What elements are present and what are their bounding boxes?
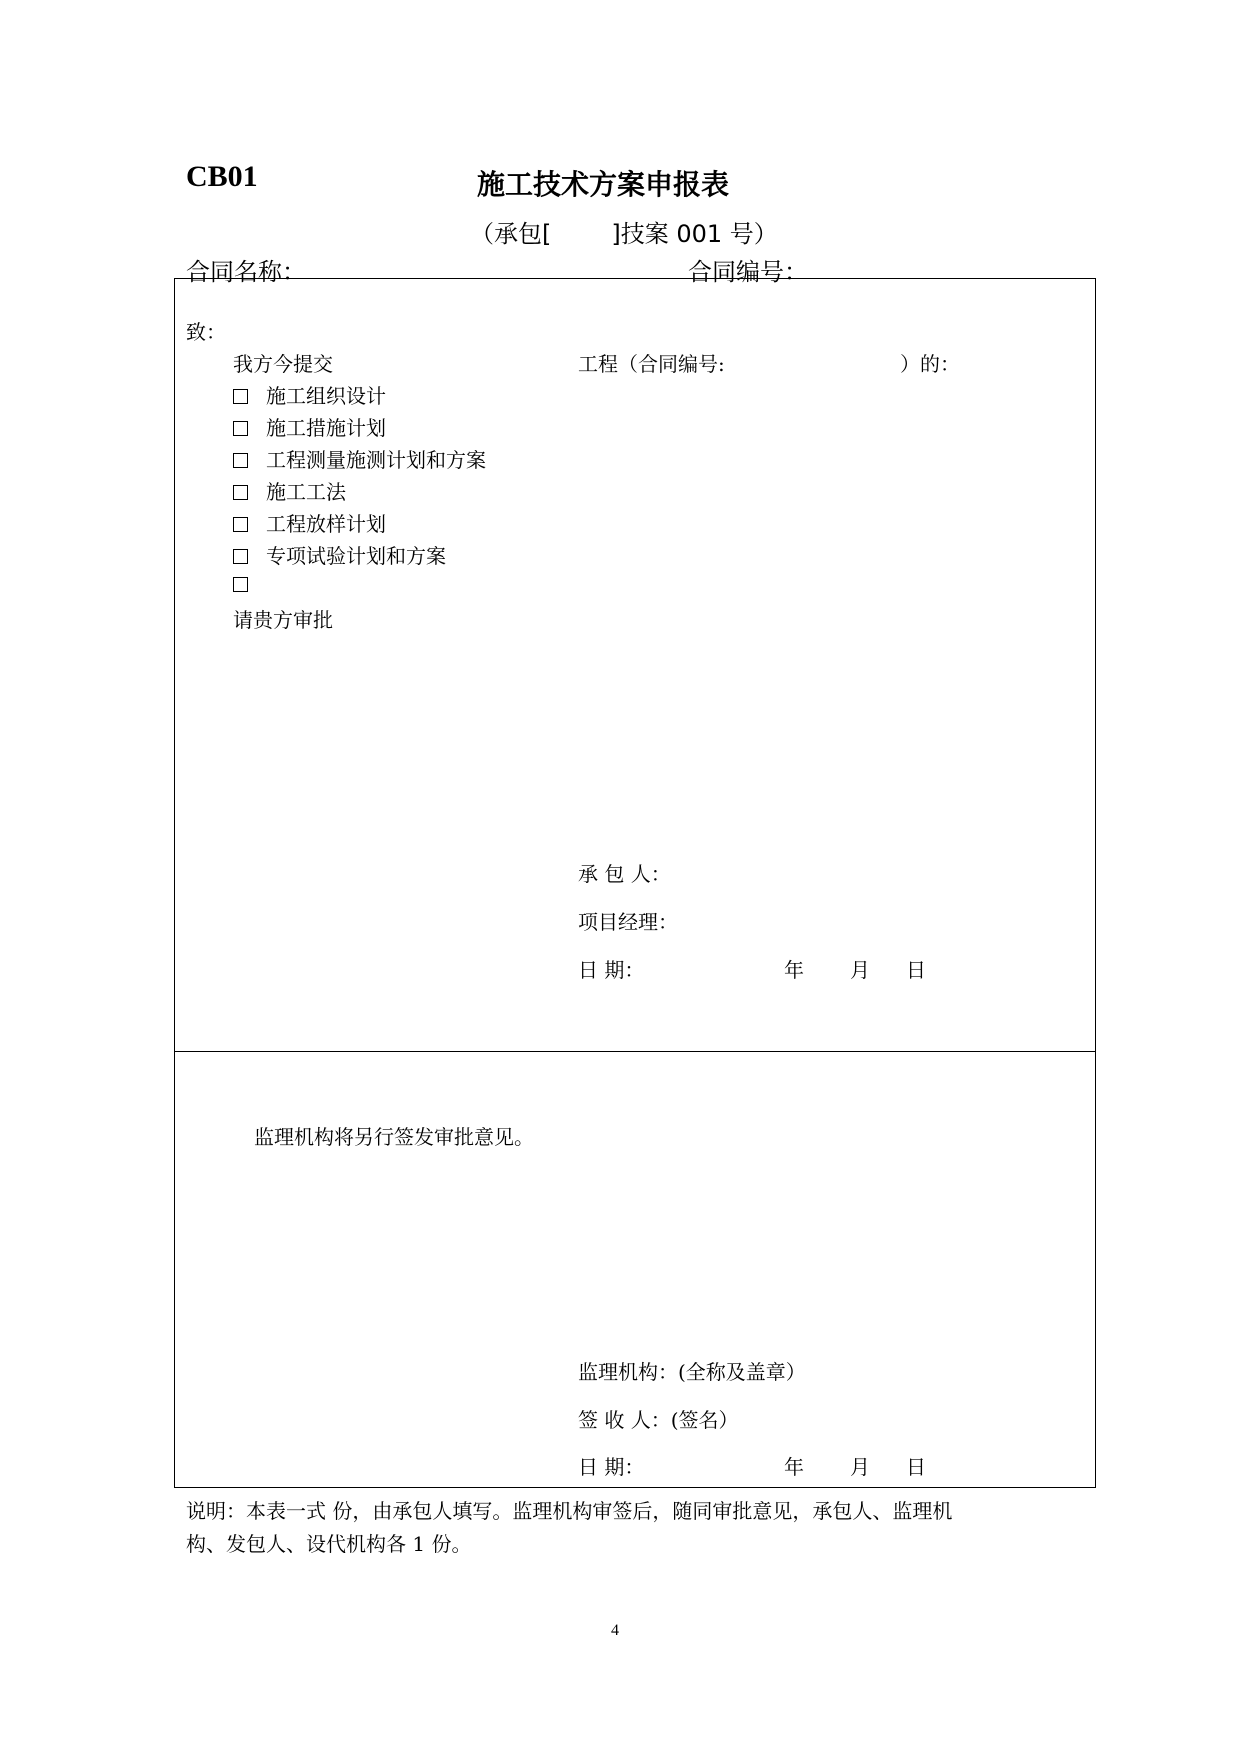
option-item[interactable]: [233, 412, 386, 441]
option-item[interactable]: [233, 380, 386, 409]
date-label: 日 期：: [578, 1455, 645, 1479]
option-label: 施工措施计划: [266, 416, 386, 440]
opinion-text: 监理机构将另行签发审批意见。: [254, 1125, 534, 1149]
page-title: 施工技术方案申报表: [477, 168, 730, 201]
checkbox[interactable]: [233, 517, 248, 532]
month-label: 月: [850, 1455, 870, 1479]
day-label: 日: [906, 958, 926, 982]
option-item-blank[interactable]: [233, 572, 266, 596]
option-label: 专项试验计划和方案: [266, 544, 446, 568]
option-item[interactable]: [233, 540, 446, 569]
checkbox[interactable]: [233, 549, 248, 564]
contract-name-label: 合同名称：: [186, 258, 306, 286]
checkbox[interactable]: [233, 485, 248, 500]
form-number: [470, 214, 778, 249]
checkbox[interactable]: [233, 421, 248, 436]
note-line-2: 构、发包人、设代机构各 1 份。: [186, 1532, 472, 1556]
form-code: CB01: [186, 160, 258, 193]
form-number-prefix: （承包[: [470, 220, 552, 248]
date-label: 日 期：: [578, 958, 645, 982]
option-label: 工程放样计划: [266, 512, 386, 536]
to-label: 致：: [186, 320, 226, 344]
contractor-label: 承 包 人：: [578, 862, 671, 886]
month-label: 月: [850, 958, 870, 982]
option-label: 施工组织设计: [266, 384, 386, 408]
project-suffix: ）的：: [900, 352, 960, 376]
form-number-suffix: ]技案 001 号）: [611, 220, 778, 248]
section-divider: [174, 1051, 1096, 1052]
page-number: 4: [611, 1622, 619, 1639]
option-item[interactable]: [233, 508, 386, 537]
checkbox[interactable]: [233, 389, 248, 404]
option-label: 施工工法: [266, 480, 346, 504]
manager-label: 项目经理：: [578, 910, 678, 934]
option-item[interactable]: [233, 476, 346, 505]
supervisor-org-label: 监理机构：(全称及盖章）: [578, 1360, 806, 1384]
year-label: 年: [784, 958, 804, 982]
project-text: 工程（合同编号:: [578, 352, 725, 376]
submit-text: 我方今提交: [233, 352, 333, 376]
option-item[interactable]: [233, 444, 486, 473]
year-label: 年: [784, 1455, 804, 1479]
contract-no-label: 合同编号：: [688, 258, 808, 286]
option-label: 工程测量施测计划和方案: [266, 448, 486, 472]
checkbox[interactable]: [233, 453, 248, 468]
day-label: 日: [906, 1455, 926, 1479]
note-line-1: 说明：本表一式 份，由承包人填写。监理机构审签后，随同审批意见，承包人、监理机: [186, 1499, 953, 1523]
request-text: 请贵方审批: [233, 608, 333, 632]
receiver-label: 签 收 人：(签名）: [578, 1408, 739, 1432]
checkbox[interactable]: [233, 577, 248, 592]
